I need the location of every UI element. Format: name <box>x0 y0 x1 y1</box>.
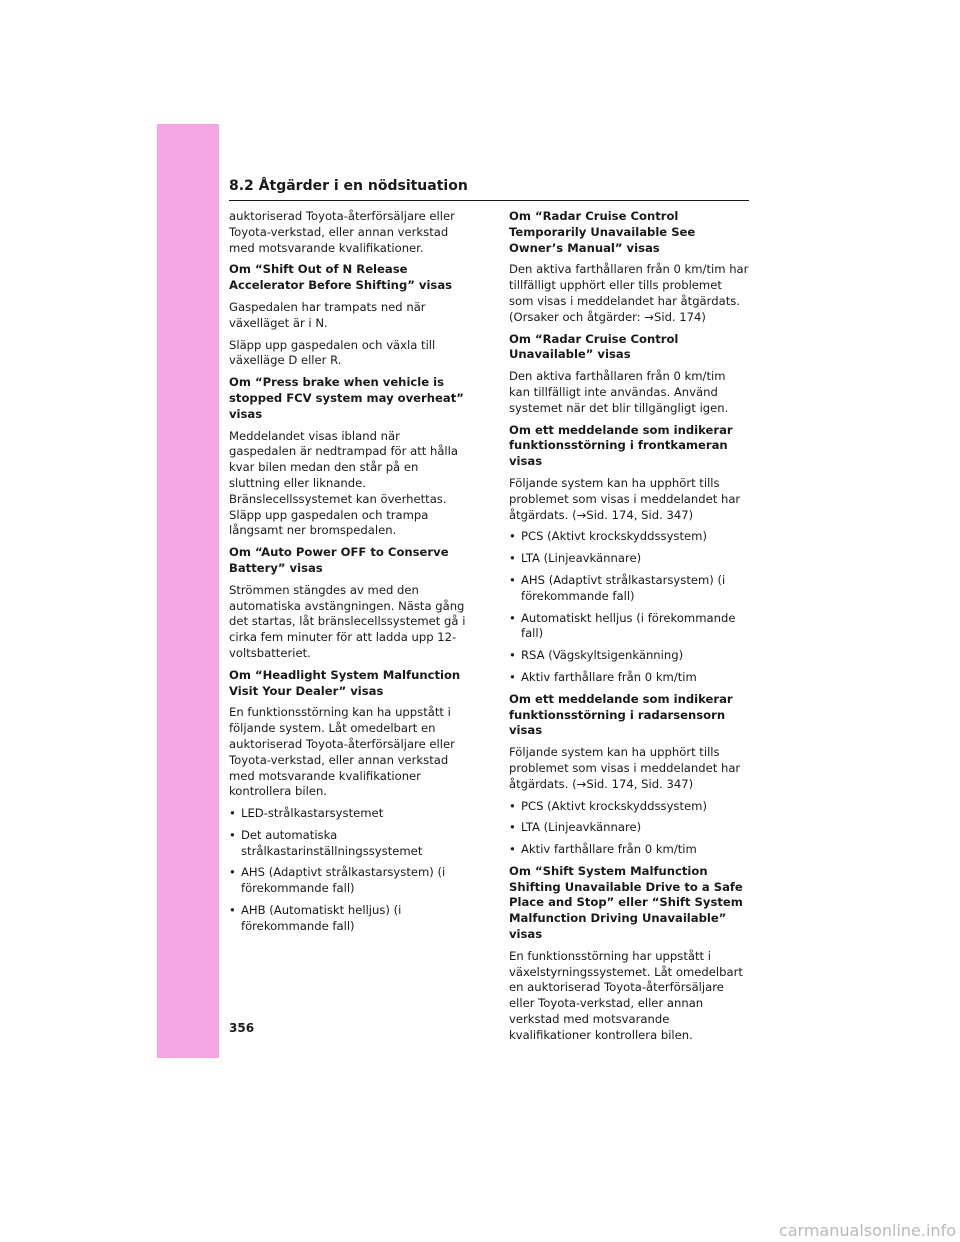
list-item <box>509 648 749 664</box>
list-item-text: Det automatiska strålkastarinställningssystemet <box>241 827 423 858</box>
list-item-text: PCS (Aktivt krockskyddssystem) <box>521 529 707 544</box>
bullet-icon: • <box>229 903 236 918</box>
body-paragraph: Släpp upp gaspedalen och växla till växelläge D eller R. <box>229 337 436 368</box>
message-heading: Om “Press brake when vehicle is stopped FCV system may overheat” visas <box>229 375 464 421</box>
bullet-icon: • <box>509 648 516 663</box>
bullet-icon: • <box>509 669 516 684</box>
list-item <box>509 799 749 815</box>
message-heading: Om “Auto Power OFF to Conserve Battery” visas <box>229 545 449 575</box>
bullet-icon: • <box>509 842 516 857</box>
list-item <box>509 842 749 858</box>
bullet-icon: • <box>229 806 236 821</box>
list-item-text: AHS (Adaptivt strålkastarsystem) (i förekommande fall) <box>521 572 726 603</box>
list-item <box>229 806 469 822</box>
site-watermark: carmanualsonline.info <box>778 1221 956 1240</box>
message-heading: Om “Radar Cruise Control Temporarily Unavailable See Owner’s Manual” visas <box>509 209 696 255</box>
chapter-side-tab <box>157 124 219 1058</box>
list-item-text: Aktiv farthållare från 0 km/tim <box>521 842 697 857</box>
list-item <box>229 828 469 860</box>
left-column <box>229 209 469 941</box>
bullet-icon: • <box>509 572 516 587</box>
message-heading: Om “Shift Out of N Release Accelerator Before Shifting” visas <box>229 262 453 293</box>
bullet-icon: • <box>509 551 516 566</box>
body-paragraph: En funktionsstörning har uppstått i växelstyrningssystemet. Låt omedelbart en auktoriserad Toyota-återförsäljare eller Toyota-verkstad, eller annan verkstad med motsvarande kvalifikationer kontrollera bilen. <box>509 948 743 1042</box>
bullet-icon: • <box>509 798 516 813</box>
message-heading: Om “Radar Cruise Control Unavailable” visas <box>509 331 679 362</box>
right-column <box>509 209 749 1050</box>
page-number: 356 <box>229 1021 255 1035</box>
bullet-icon: • <box>229 827 236 842</box>
body-paragraph: Strömmen stängdes av med den automatiska avstängningen. Nästa gång det startas, låt bränslecellssystemet gå i cirka fem minuter för att ladda upp 12-voltsbatteriet. <box>229 582 466 660</box>
list-item <box>229 903 469 935</box>
message-heading: Om ett meddelande som indikerar funktionsstörning i radarsensorn visas <box>509 691 733 738</box>
list-item <box>509 551 749 567</box>
body-paragraph: Gaspedalen har trampats ned när växelläget är i N. <box>229 299 426 330</box>
list-item-text: LED-strålkastarsystemet <box>241 806 384 821</box>
list-item-text: Aktiv farthållare från 0 km/tim <box>521 669 697 684</box>
list-item <box>229 865 469 897</box>
body-paragraph: Den aktiva farthållaren från 0 km/tim kan tillfälligt inte användas. Använd systemet när det blir tillgängligt igen. <box>509 369 729 415</box>
body-paragraph: Meddelandet visas ibland när gaspedalen är nedtrampad för att hålla kvar bilen medan den står på en sluttning eller liknande. Bränslecellssystemet kan överhettas. Släpp upp gaspedalen och trampa långsamt ner bromspedalen. <box>229 428 458 538</box>
list-item-text: PCS (Aktivt krockskyddssystem) <box>521 798 707 813</box>
list-item-text: AHB (Automatiskt helljus) (i förekommande fall) <box>241 903 402 933</box>
list-item-text: RSA (Vägskyltsigenkänning) <box>521 648 684 663</box>
list-item-text: AHS (Adaptivt strålkastarsystem) (i förekommande fall) <box>241 865 446 896</box>
message-heading: Om ett meddelande som indikerar funktionsstörning i frontkameran visas <box>509 422 733 469</box>
list-item-text: Automatiskt helljus (i förekommande fall) <box>521 610 736 641</box>
list-item-text: LTA (Linjeavkännare) <box>521 820 642 835</box>
list-item <box>509 820 749 836</box>
list-item <box>509 529 749 545</box>
message-heading: Om “Headlight System Malfunction Visit Your Dealer” visas <box>229 667 461 698</box>
bullet-icon: • <box>229 865 236 880</box>
list-item <box>509 670 749 686</box>
list-item <box>509 573 749 605</box>
list-item <box>509 611 749 643</box>
message-heading: Om “Shift System Malfunction Shifting Unavailable Drive to a Safe Place and Stop” eller “Shift System Malfunction Driving Unavailable” visas <box>509 863 743 942</box>
body-paragraph: Den aktiva farthållaren från 0 km/tim har tillfälligt upphört eller tills problemet som visas i meddelandet har åtgärdats. (Orsaker och åtgärder: →Sid. 174) <box>509 262 749 324</box>
body-paragraph: En funktionsstörning kan ha uppstått i följande system. Låt omedelbart en auktoriserad Toyota-återförsäljare eller Toyota-verkstad, eller annan verkstad med motsvarande kvalifikationer kontrollera bilen. <box>229 705 455 799</box>
bullet-list <box>509 529 749 685</box>
body-paragraph: auktoriserad Toyota-återförsäljare eller Toyota-verkstad, eller annan verkstad med motsvarande kvalifikationer. <box>229 209 455 255</box>
bullet-list <box>229 806 469 935</box>
bullet-list <box>509 799 749 858</box>
body-paragraph: Följande system kan ha upphört tills problemet som visas i meddelandet har åtgärdats. (→Sid. 174, Sid. 347) <box>509 745 741 791</box>
bullet-icon: • <box>509 610 516 625</box>
body-paragraph: Följande system kan ha upphört tills problemet som visas i meddelandet har åtgärdats. (→Sid. 174, Sid. 347) <box>509 475 741 522</box>
section-title: 8.2 Åtgärder i en nödsituation <box>229 178 468 194</box>
bullet-icon: • <box>509 820 516 835</box>
bullet-icon: • <box>509 529 516 544</box>
list-item-text: LTA (Linjeavkännare) <box>521 551 642 566</box>
section-header <box>229 178 749 201</box>
